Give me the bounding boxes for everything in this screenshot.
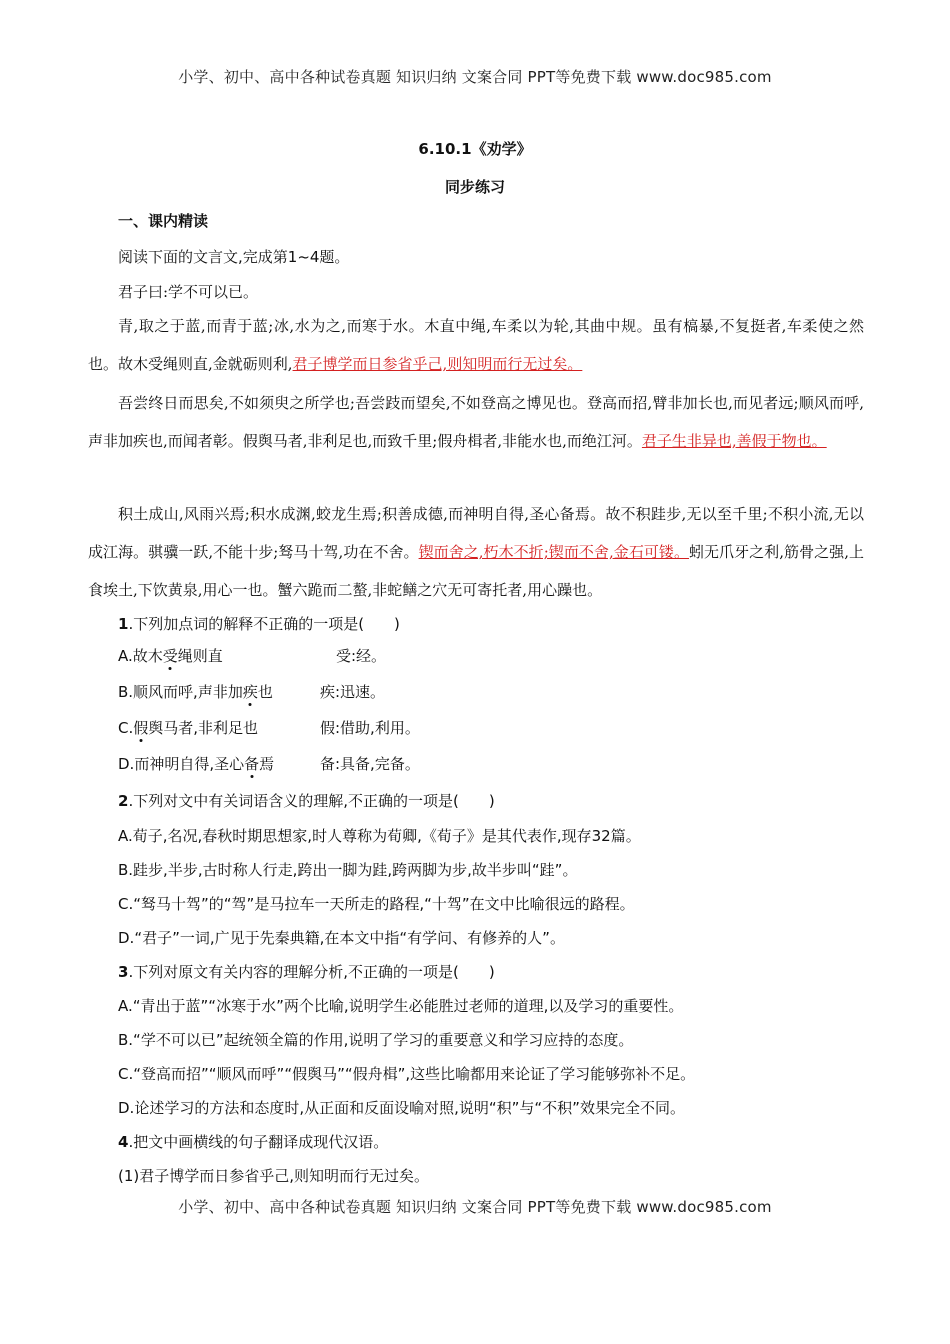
document-title: 6.10.1《劝学》 xyxy=(418,140,532,158)
question-1-option-b: B.顺风而呼,声非加疾也 xyxy=(118,683,273,701)
question-1-stem: 1.下列加点词的解释不正确的一项是( ) xyxy=(118,615,400,633)
question-1-gloss-d: 备:具备,完备。 xyxy=(320,755,420,773)
document-subtitle: 同步练习 xyxy=(444,178,505,196)
question-1-option-a: A.故木受绳则直 xyxy=(118,647,223,665)
question-3-option-c: C.“登高而招”“顺风而呼”“假舆马”“假舟楫”,这些比喻都用来论证了学习能够弥补不足。 xyxy=(118,1065,696,1083)
dotted-word: 受 xyxy=(162,647,178,665)
dotted-word: 疾 xyxy=(242,683,258,701)
question-1-gloss-c: 假:借助,利用。 xyxy=(320,719,420,737)
question-4-sub-1: (1)君子博学而日参省乎己,则知明而行无过矣。 xyxy=(118,1167,430,1185)
passage-paragraph-3: 积土成山,风雨兴焉;积水成渊,蛟龙生焉;积善成德,而神明自得,圣心备焉。故不积跬步,无以至千里;不积小流,无以成江海。骐骥一跃,不能十步;驽马十驾,功在不舍。锲而舍之,朽木不折;锲而不舍,金石可镂。蚓无爪牙之利,筋骨之强,上食埃土,下饮黄泉,用心一也。蟹六跪而二螯,非蛇鳝之穴无可寄托者,用心躁也。 xyxy=(88,505,865,599)
underlined-sentence-2: 君子生非异也,善假于物也。 xyxy=(641,432,827,450)
question-4-stem: 4.把文中画横线的句子翻译成现代汉语。 xyxy=(118,1133,389,1151)
question-2-option-c: C.“驽马十驾”的“驾”是马拉车一天所走的路程,“十驾”在文中比喻很远的路程。 xyxy=(118,895,635,913)
passage-paragraph-1: 青,取之于蓝,而青于蓝;冰,水为之,而寒于水。木直中绳,车柔以为轮,其曲中规。虽有槁暴,不复挺者,车柔使之然也。故木受绳则直,金就砺则利,君子博学而日参省乎己,则知明而行无过矣。 xyxy=(88,317,864,373)
dotted-word: 备 xyxy=(244,755,260,773)
question-2-option-b: B.跬步,半步,古时称人行走,跨出一脚为跬,跨两脚为步,故半步叫“跬”。 xyxy=(118,861,578,879)
question-3-stem: 3.下列对原文有关内容的理解分析,不正确的一项是( ) xyxy=(118,963,495,981)
question-2-stem: 2.下列对文中有关词语含义的理解,不正确的一项是( ) xyxy=(118,792,495,810)
section-heading: 一、课内精读 xyxy=(118,212,209,230)
passage-opening: 君子曰:学不可以已。 xyxy=(118,283,259,301)
question-2-option-d: D.“君子”一词,广见于先秦典籍,在本文中指“有学问、有修养的人”。 xyxy=(118,929,565,947)
underlined-sentence-3: 锲而舍之,朽木不折;锲而不舍,金石可镂。 xyxy=(418,543,689,561)
question-1-option-d: D.而神明自得,圣心备焉 xyxy=(118,755,275,773)
question-2-option-a: A.荀子,名况,春秋时期思想家,时人尊称为荀卿,《荀子》是其代表作,现存32篇。 xyxy=(118,827,641,845)
question-1-gloss-b: 疾:迅速。 xyxy=(320,683,386,701)
reading-instruction: 阅读下面的文言文,完成第1~4题。 xyxy=(118,248,350,266)
question-3-option-d: D.论述学习的方法和态度时,从正面和反面设喻对照,说明“积”与“不积”效果完全不同。 xyxy=(118,1099,685,1117)
passage-paragraph-2: 吾尝终日而思矣,不如须臾之所学也;吾尝跂而望矣,不如登高之博见也。登高而招,臂非加长也,而见者远;顺风而呼,声非加疾也,而闻者彰。假舆马者,非利足也,而致千里;假舟楫者,非能水也,而绝江河。君子生非异也,善假于物也。 xyxy=(88,394,864,450)
question-3-option-b: B.“学不可以已”起统领全篇的作用,说明了学习的重要意义和学习应持的态度。 xyxy=(118,1031,634,1049)
underlined-sentence-1: 君子博学而日参省乎己,则知明而行无过矣。 xyxy=(292,355,583,373)
page-header: 小学、初中、高中各种试卷真题 知识归纳 文案合同 PPT等免费下载 www.doc985.com xyxy=(178,68,772,86)
question-3-option-a: A.“青出于蓝”“冰寒于水”两个比喻,说明学生必能胜过老师的道理,以及学习的重要性。 xyxy=(118,997,684,1015)
dotted-word: 假 xyxy=(133,719,149,737)
question-1-gloss-a: 受:经。 xyxy=(336,647,387,665)
page-footer: 小学、初中、高中各种试卷真题 知识归纳 文案合同 PPT等免费下载 www.doc985.com xyxy=(178,1198,772,1216)
question-1-option-c: C.假舆马者,非利足也 xyxy=(118,719,259,737)
